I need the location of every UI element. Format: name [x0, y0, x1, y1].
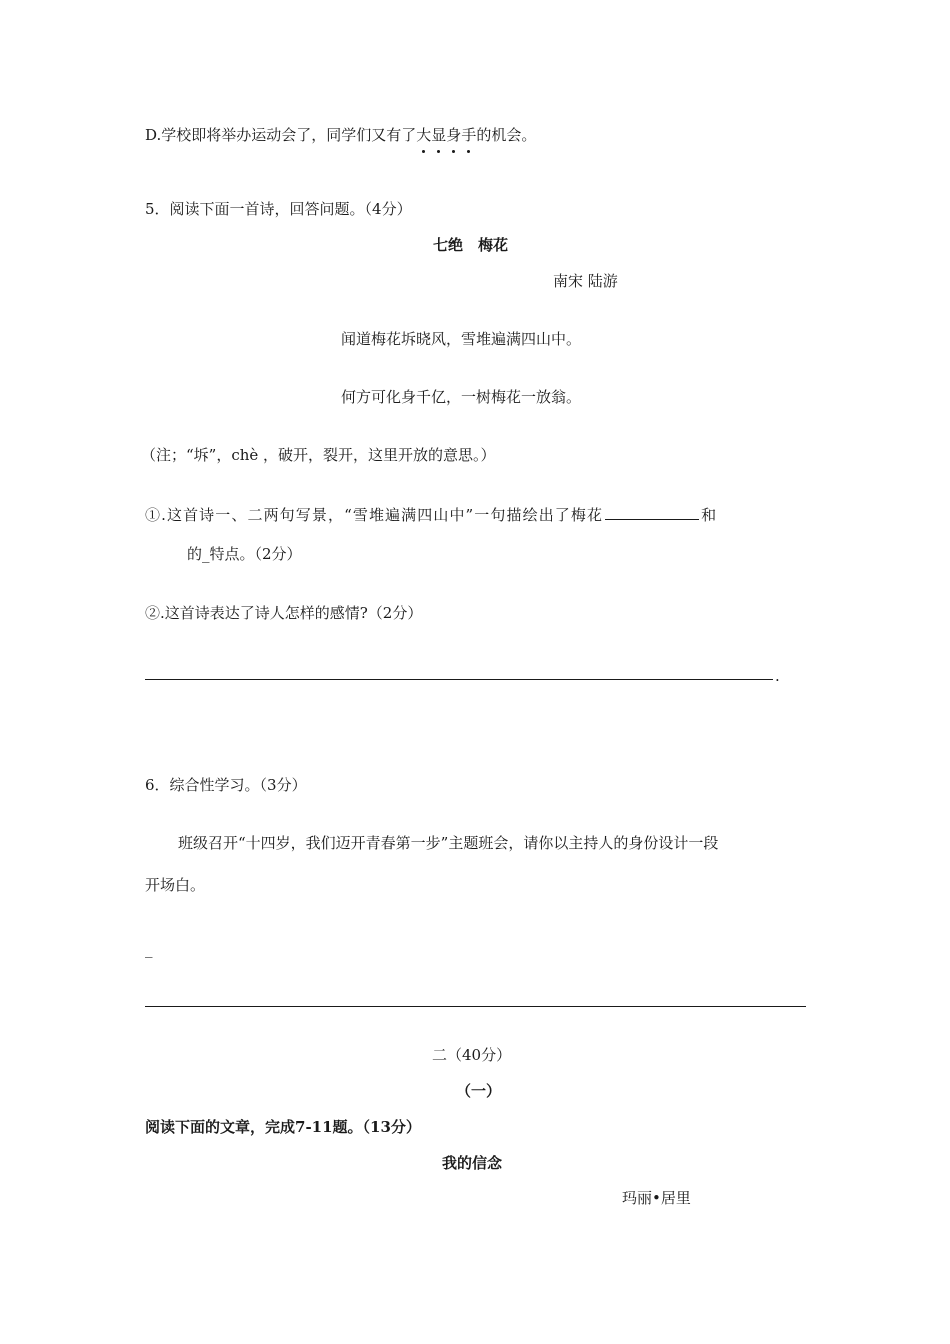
section-sub: （一） — [456, 1082, 502, 1100]
q4d-suffix: 的机会。 — [476, 126, 537, 144]
article-author: 玛丽•居里 — [622, 1189, 691, 1207]
q6-heading: 6．综合性学习。（3分） — [145, 776, 307, 794]
poem-line-2: 何方可化身千亿，一树梅花一放翁。 — [341, 388, 582, 406]
q5-sub2: ②.这首诗表达了诗人怎样的感情?（2分） — [145, 604, 423, 622]
answer-blank[interactable] — [605, 503, 699, 520]
poem-note: （注；“坼”，chè ，破开，裂开，这里开放的意思。） — [141, 446, 496, 464]
q5-sub1-continued: 的_特点。（2分） — [187, 545, 302, 563]
emph-char: 身 — [446, 126, 462, 144]
q5-sub1-text: ①.这首诗一、二两句写景，“雪堆遍满四山中”一句描绘出了梅花 — [145, 506, 604, 524]
q6-answer-line[interactable] — [145, 1006, 806, 1007]
q6-dash: _ — [145, 940, 153, 958]
emph-char: 大 — [416, 126, 432, 144]
q5-sub1-tail: 和 — [701, 506, 718, 524]
q6-body-line-1: 班级召开“十四岁，我们迈开青春第一步”主题班会，请你以主持人的身份设计一段 — [178, 834, 719, 852]
emph-char: 手 — [461, 126, 477, 144]
q5-sub1 — [145, 503, 717, 526]
emph-char: 显 — [431, 126, 447, 144]
q6-body-line-2: 开场白。 — [145, 876, 206, 894]
q5-heading: 5．阅读下面一首诗，回答问题。（4分） — [145, 200, 412, 218]
article-title: 我的信念 — [442, 1154, 503, 1172]
q4d-prefix: D.学校即将举办运动会了，同学们又有了 — [145, 126, 417, 144]
poem-title: 七绝 梅花 — [433, 236, 509, 254]
q4-option-d — [145, 124, 536, 146]
reading-instruction: 阅读下面的文章，完成7-11题。（13分） — [145, 1118, 421, 1136]
answer-line-end: . — [775, 667, 780, 685]
q4d-emphasis — [416, 126, 476, 144]
answer-line[interactable] — [145, 679, 773, 680]
poem-author: 南宋 陆游 — [553, 272, 618, 290]
section-heading: 二（40分） — [432, 1046, 512, 1064]
poem-line-1: 闻道梅花坼晓风，雪堆遍满四山中。 — [341, 330, 582, 348]
